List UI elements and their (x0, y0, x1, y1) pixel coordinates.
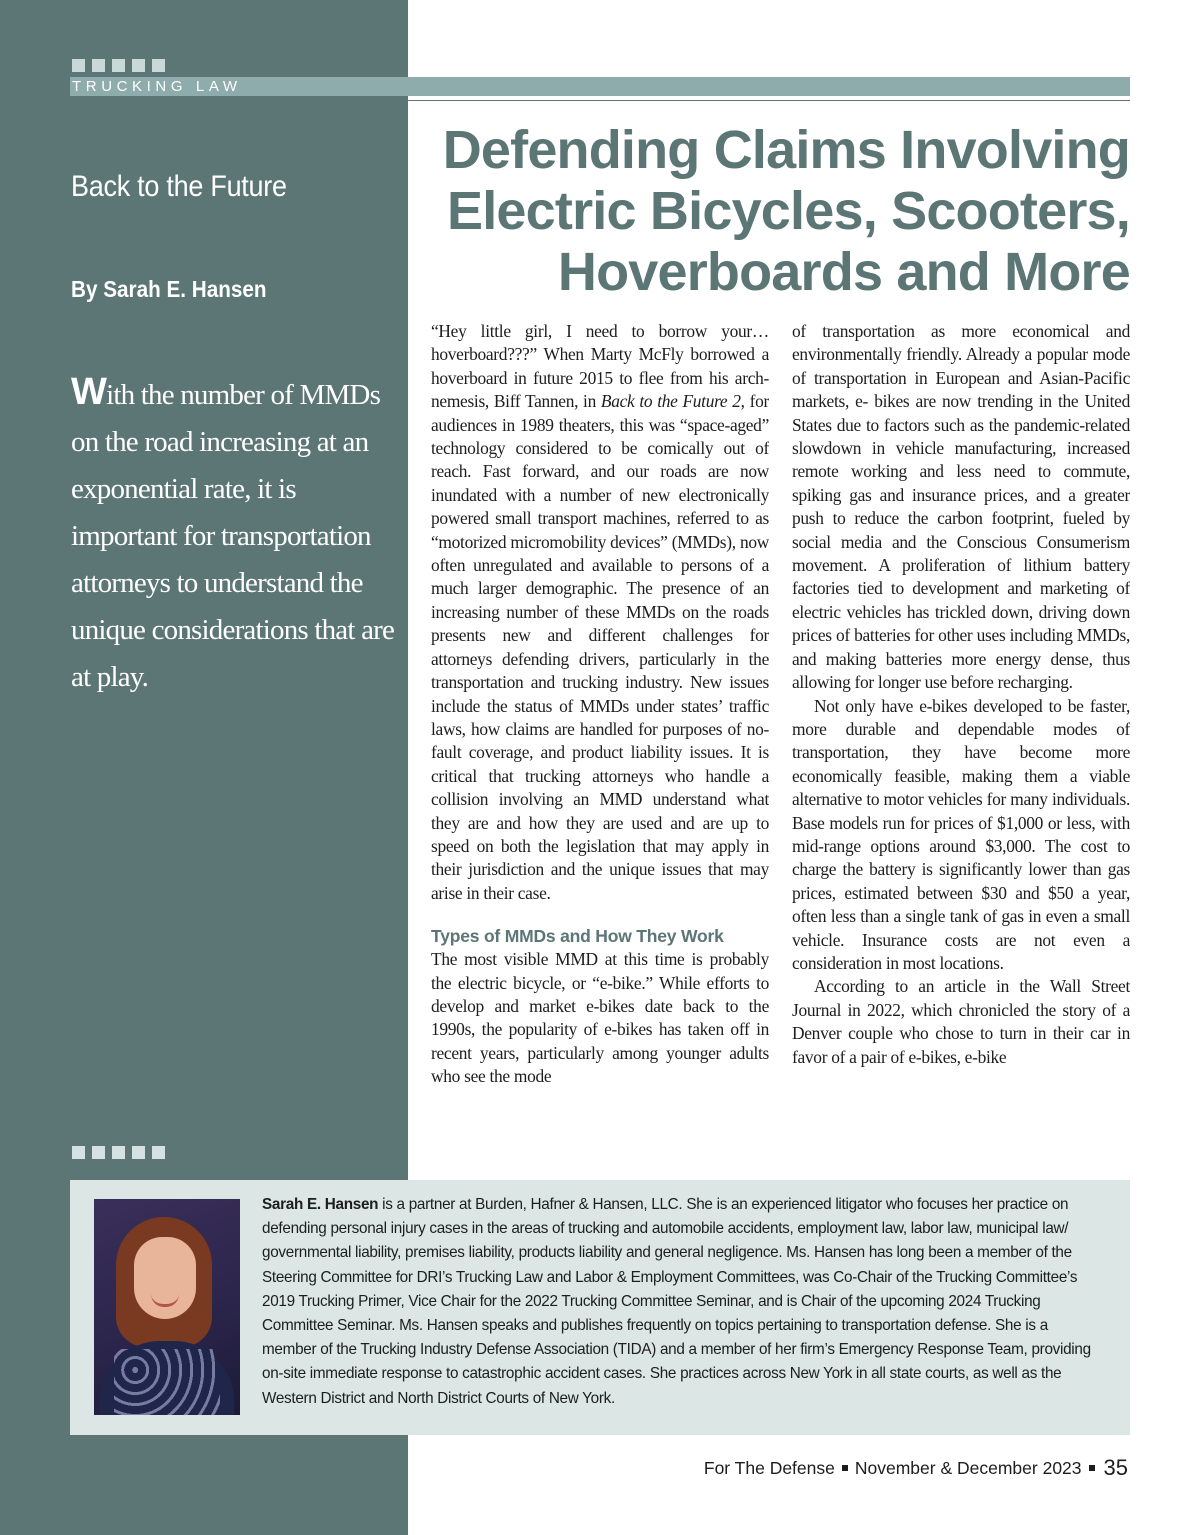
body-paragraph: According to an article in the Wall Street Journal in 2022, which chronicled the story of a Denver couple who chose to turn in their car in favor of a pair of e-bikes, e-bike (792, 976, 1130, 1067)
square-icon (132, 59, 145, 72)
body-column-1 (431, 320, 769, 1165)
section-subhead: Types of MMDs and How They Work (431, 926, 724, 947)
square-icon (132, 1146, 145, 1159)
bullet-icon (842, 1465, 848, 1471)
body-paragraph: Not only have e-bikes developed to be faster, more durable and dependable modes of transportation, they have become more economically feasible, making them a viable alternative to motor vehicles for many individuals. Base models run for prices of $1,000 or less, with mid-range options around $3,000. The cost to charge the battery is significantly lower than gas prices, estimated between $30 and $50 a year, often less than a single tank of gas in even a small vehicle. Insurance costs are not even a consideration in most locations. (792, 695, 1130, 973)
pull-quote-text: ith the number of MMDs on the road increasing at an exponential rate, it is important for transportation attorneys to understand the unique considerations that are at play. (71, 379, 395, 693)
pull-quote (71, 369, 401, 701)
section-rule (408, 100, 1130, 101)
body-column-2 (792, 320, 1130, 1165)
square-icon (112, 1146, 125, 1159)
author-photo (94, 1199, 240, 1415)
square-icon (152, 59, 165, 72)
body-paragraph (431, 320, 769, 905)
square-icon (92, 59, 105, 72)
author-bio-text: is a partner at Burden, Hafner & Hansen, LLC. She is an experienced litigator who focuses her practice on defending personal injury cases in the areas of trucking and automobile accidents, employment law, labor law, municipal law/ governmental liability, premises liability, products liability and general negligence. Ms. Hansen has long been a member of the Steering Committee for DRI’s Trucking Law and Labor & Employment Committees, was Co-Chair of the Trucking Committee’s 2019 Trucking Primer, Vice Chair for the 2022 Trucking Committee Seminar, and is Chair of the upcoming 2024 Trucking Committee Seminar. Ms. Hansen speaks and publishes frequently on topics pertaining to transportation defense. She is a member of the Trucking Industry Defense Association (TIDA) and a member of her firm’s Emergency Response Team, providing on-site immediate response to catastrophic accident cases. She practices across New York in all state courts, as well as the Western District and North District Courts of New York. (262, 1196, 1091, 1407)
body-paragraph: The most visible MMD at this time is probably the electric bicycle, or “e-bike.” While efforts to develop and market e-bikes date back to the 1990s, the popularity of e-bikes has taken off in recent years, particularly among younger adults who see the mode (431, 949, 769, 1087)
square-icon (152, 1146, 165, 1159)
square-icon (72, 59, 85, 72)
headline-line-2: Electric Bicycles, Scooters, (447, 181, 1130, 241)
headline-line-3: Hoverboards and More (557, 242, 1130, 302)
issue-date: November & December 2023 (854, 1457, 1082, 1478)
section-label: TRUCKING LAW (72, 78, 242, 95)
author-bio (262, 1193, 1095, 1411)
kicker: Back to the Future (71, 170, 287, 203)
decorative-squares-top (72, 59, 165, 72)
page-footer (704, 1455, 1128, 1481)
film-title: Back to the Future 2 (600, 391, 741, 412)
decorative-squares-bottom (72, 1146, 165, 1159)
page-number: 35 (1103, 1455, 1128, 1480)
article-headline (410, 120, 1130, 303)
body-text: , for audiences in 1989 theaters, this was “space-aged” technology considered to be comically out of reach. Fast forward, and our roads are now inundated with a number of new electronically powered small transport machines, referred to as “motorized micromobility devices” (MMDs), now often unregulated and available to persons of a much larger demographic. The presence of an increasing number of these MMDs on the roads presents new and different challenges for attorneys defending drivers, particularly in the transportation and trucking industry. New issues include the status of MMDs under states’ traffic laws, how claims are handled for purposes of no-fault coverage, and product liability issues. It is critical that trucking attorneys who handle a collision involving an MMD understand what they are and how they are used and are up to speed on both the legislation that may apply in their jurisdiction and the unique issues that may arise in their case. (431, 391, 769, 903)
publication-name: For The Defense (703, 1457, 835, 1478)
bullet-icon (1089, 1465, 1095, 1471)
body-paragraph: of transportation as more economical and environmentally friendly. Already a popular mode of transportation in European and Asian-Pacific markets, e- bikes are now trending in the United States due to factors such as the pandemic-related slowdown in vehicle manufacturing, increased remote working and less need to commute, spiking gas and insurance prices, and a greater push to reduce the carbon footprint, fueled by social media and the Conscious Consumerism movement. A proliferation of lithium battery factories tied to development and marketing of electric vehicles has trickled down, driving down prices of batteries for other uses including MMDs, and making batteries more energy dense, thus allowing for longer use before recharging. (792, 321, 1130, 693)
body-text: “Hey little girl, I need to borrow your… hoverboard???” When Marty McFly borrowed a hoverboard in future 2015 to flee from his arch-nemesis, Biff Tannen, in (431, 321, 769, 412)
drop-cap: W (71, 371, 107, 413)
author-bio-box (70, 1180, 1130, 1435)
square-icon (92, 1146, 105, 1159)
square-icon (112, 59, 125, 72)
square-icon (72, 1146, 85, 1159)
byline: By Sarah E. Hansen (71, 276, 267, 302)
author-name: Sarah E. Hansen (262, 1196, 379, 1213)
headline-line-1: Defending Claims Involving (442, 120, 1130, 180)
